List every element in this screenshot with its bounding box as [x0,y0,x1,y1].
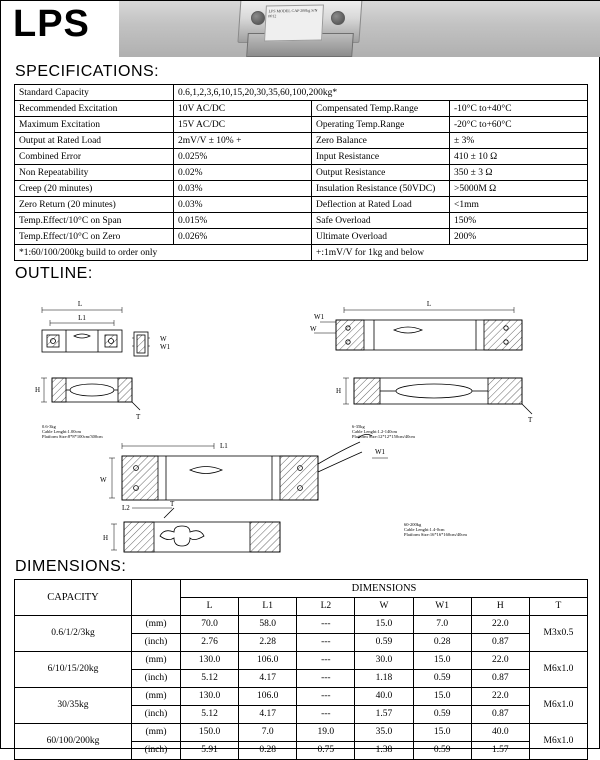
note-large-line3: Platform Size:16*16*160cm/40cm [404,532,467,537]
spec-label: Combined Error [15,149,174,165]
spec-value: 410 ± 10 Ω [450,149,588,165]
cell-L: 5.12 [181,706,239,724]
row-capacity: 30/35kg [15,688,132,724]
cell-H: 22.0 [471,616,529,634]
spec-label: Compensated Temp.Range [312,101,450,117]
svg-text:H: H [103,534,109,542]
outline-drawings [14,286,588,554]
page-header [1,1,599,59]
table-row [15,133,588,149]
column-header-L2: L2 [297,598,355,616]
spec-value: ± 3% [450,133,588,149]
drawing-mid-side-view [336,378,533,439]
cell-L: 5.91 [181,742,239,760]
cell-L1: 106.0 [239,652,297,670]
table-row [15,197,588,213]
cell-W1: 0.59 [413,670,471,688]
cell-H: 22.0 [471,688,529,706]
svg-text:W: W [310,325,317,333]
spec-label: Zero Balance [312,133,450,149]
svg-text:L1: L1 [78,314,86,322]
photo-bolt-hole [251,11,265,25]
cell-L2: --- [297,634,355,652]
cell-L2: --- [297,706,355,724]
drawing-small-top-view [42,300,171,356]
spec-label: Input Resistance [312,149,450,165]
cell-L1: 4.17 [239,706,297,724]
column-header-capacity: CAPACITY [15,580,132,616]
row-unit: (mm) [132,616,181,634]
row-unit: (inch) [132,742,181,760]
spec-value: -10°C to+40°C [450,101,588,117]
note-mid-line3: Platform Size:12*12*150cm/40cm [352,434,415,439]
table-row [15,688,588,706]
photo-product-label: LPS MODEL CAP 200kg S/N 0012 [264,4,324,41]
spec-footnote-left: *1:60/100/200kg build to order only [15,245,312,261]
table-row [15,245,588,261]
row-unit: (mm) [132,688,181,706]
row-unit: (inch) [132,634,181,652]
cell-W: 40.0 [355,688,413,706]
cell-W: 35.0 [355,724,413,742]
cell-T: M6x1.0 [529,724,587,760]
column-header-unit [132,580,181,616]
spec-label: Deflection at Rated Load [312,197,450,213]
note-small-line2: Cable Lenght:1.00cm [42,429,81,434]
spec-label: Insulation Resistance (50VDC) [312,181,450,197]
table-row [15,229,588,245]
cell-L2: 0.75 [297,742,355,760]
note-mid-line1: 6-35kg [352,424,365,429]
svg-text:L: L [77,300,83,308]
svg-text:W1: W1 [374,448,386,456]
svg-text:L1: L1 [220,442,228,450]
cell-L2: --- [297,616,355,634]
specifications-title: SPECIFICATIONS: [15,63,160,80]
row-capacity: 6/10/15/20kg [15,652,132,688]
specifications-table [14,84,588,261]
table-row [15,165,588,181]
cell-L1: 106.0 [239,688,297,706]
spec-value: -20°C to+60°C [450,117,588,133]
cell-L1: 0.28 [239,742,297,760]
dimensions-table [14,579,588,760]
svg-text:H: H [336,387,342,395]
cell-L: 2.76 [181,634,239,652]
cell-H: 40.0 [471,724,529,742]
cell-W: 15.0 [355,616,413,634]
spec-value: 0.02% [174,165,312,181]
cell-L2: --- [297,670,355,688]
cell-L: 150.0 [181,724,239,742]
column-header-W1: W1 [413,598,471,616]
spec-value: 2mV/V ± 10% + [174,133,312,149]
cell-W: 1.57 [355,706,413,724]
cell-W: 30.0 [355,652,413,670]
svg-text:W: W [100,476,107,484]
spec-label: Creep (20 minutes) [15,181,174,197]
spec-value: >5000M Ω [450,181,588,197]
cell-L: 70.0 [181,616,239,634]
column-header-T: T [529,598,587,616]
cell-W1: 15.0 [413,724,471,742]
drawing-large-top-view [100,434,388,512]
column-header-dimensions: DIMENSIONS [181,580,588,598]
spec-value: 0.03% [174,197,312,213]
svg-text:T: T [528,416,533,424]
cell-W: 0.59 [355,634,413,652]
row-capacity: 60/100/200kg [15,724,132,760]
dimensions-title: DIMENSIONS: [15,558,127,575]
cell-L1: 7.0 [239,724,297,742]
cell-H: 0.87 [471,670,529,688]
cell-W: 1.38 [355,742,413,760]
outline-title: OUTLINE: [15,265,93,282]
table-row [15,616,588,634]
cell-H: 0.87 [471,634,529,652]
cell-T: M6x1.0 [529,652,587,688]
brand-logo: LPS [13,3,90,45]
cell-T: M6x1.0 [529,688,587,724]
spec-label: Maximum Excitation [15,117,174,133]
cell-H: 1.57 [471,742,529,760]
cell-L2: --- [297,652,355,670]
cell-W1: 15.0 [413,688,471,706]
svg-text:L2: L2 [122,504,130,512]
column-header-L: L [181,598,239,616]
table-row [15,213,588,229]
note-large-line2: Cable Lenght:1.4-0cm [404,527,445,532]
svg-text:W: W [160,335,167,343]
row-unit: (inch) [132,706,181,724]
spec-label: Non Repeatability [15,165,174,181]
column-header-W: W [355,598,413,616]
spec-value: 10V AC/DC [174,101,312,117]
cell-W1: 0.59 [413,742,471,760]
drawing-mid-top-view [310,300,522,350]
spec-value: 150% [450,213,588,229]
table-row [15,724,588,742]
product-photo [119,1,600,57]
row-unit: (mm) [132,652,181,670]
note-small-line1: 0.6-3kg [42,424,56,429]
spec-label: Ultimate Overload [312,229,450,245]
cell-H: 0.87 [471,706,529,724]
cell-W: 1.18 [355,670,413,688]
spec-value: 0.03% [174,181,312,197]
cell-L: 5.12 [181,670,239,688]
spec-value: 0.026% [174,229,312,245]
svg-text:T: T [136,413,141,421]
spec-value: 350 ± 3 Ω [450,165,588,181]
spec-label: Temp.Effect/10°C on Span [15,213,174,229]
spec-label: Output at Rated Load [15,133,174,149]
cell-T: M3x0.5 [529,616,587,652]
spec-label: Safe Overload [312,213,450,229]
spec-label: Recommended Excitation [15,101,174,117]
svg-text:T: T [170,500,175,508]
svg-text:L: L [426,300,432,308]
cell-H: 22.0 [471,652,529,670]
spec-footnote-right: +:1mV/V for 1kg and below [312,245,588,261]
table-row [15,101,588,117]
svg-text:W1: W1 [314,313,325,321]
cell-L: 130.0 [181,652,239,670]
table-row [15,117,588,133]
cell-W1: 0.28 [413,634,471,652]
cell-W1: 15.0 [413,652,471,670]
spec-label: Output Resistance [312,165,450,181]
spec-value: <1mm [450,197,588,213]
note-large-line1: 60-200kg [404,522,422,527]
column-header-L1: L1 [239,598,297,616]
cell-L1: 2.28 [239,634,297,652]
spec-value: 0.025% [174,149,312,165]
cell-L: 130.0 [181,688,239,706]
outline-svg [14,286,588,554]
spec-label: Operating Temp.Range [312,117,450,133]
svg-text:H: H [35,386,41,394]
spec-value: 0.6,1,2,3,6,10,15,20,30,35,60,100,200kg* [174,85,588,101]
photo-bolt-hole [331,11,345,25]
table-header-row [15,580,588,598]
cell-L1: 58.0 [239,616,297,634]
row-capacity: 0.6/1/2/3kg [15,616,132,652]
drawing-small-side-view [35,378,141,439]
note-small-line3: Platform Size:8*8*100cm/300cm [42,434,103,439]
cell-L1: 4.17 [239,670,297,688]
spec-value: 200% [450,229,588,245]
row-unit: (mm) [132,724,181,742]
cell-L2: 19.0 [297,724,355,742]
spec-label: Temp.Effect/10°C on Zero [15,229,174,245]
svg-text:W1: W1 [160,343,171,351]
note-mid-line2: Cable Lenght:1.2-140cm [352,429,397,434]
table-row [15,181,588,197]
spec-value: 15V AC/DC [174,117,312,133]
column-header-H: H [471,598,529,616]
cell-L2: --- [297,688,355,706]
row-unit: (inch) [132,670,181,688]
cell-W1: 0.59 [413,706,471,724]
table-row [15,85,588,101]
cell-W1: 7.0 [413,616,471,634]
table-row [15,149,588,165]
spec-label: Standard Capacity [15,85,174,101]
spec-value: 0.015% [174,213,312,229]
spec-label: Zero Return (20 minutes) [15,197,174,213]
table-row [15,652,588,670]
